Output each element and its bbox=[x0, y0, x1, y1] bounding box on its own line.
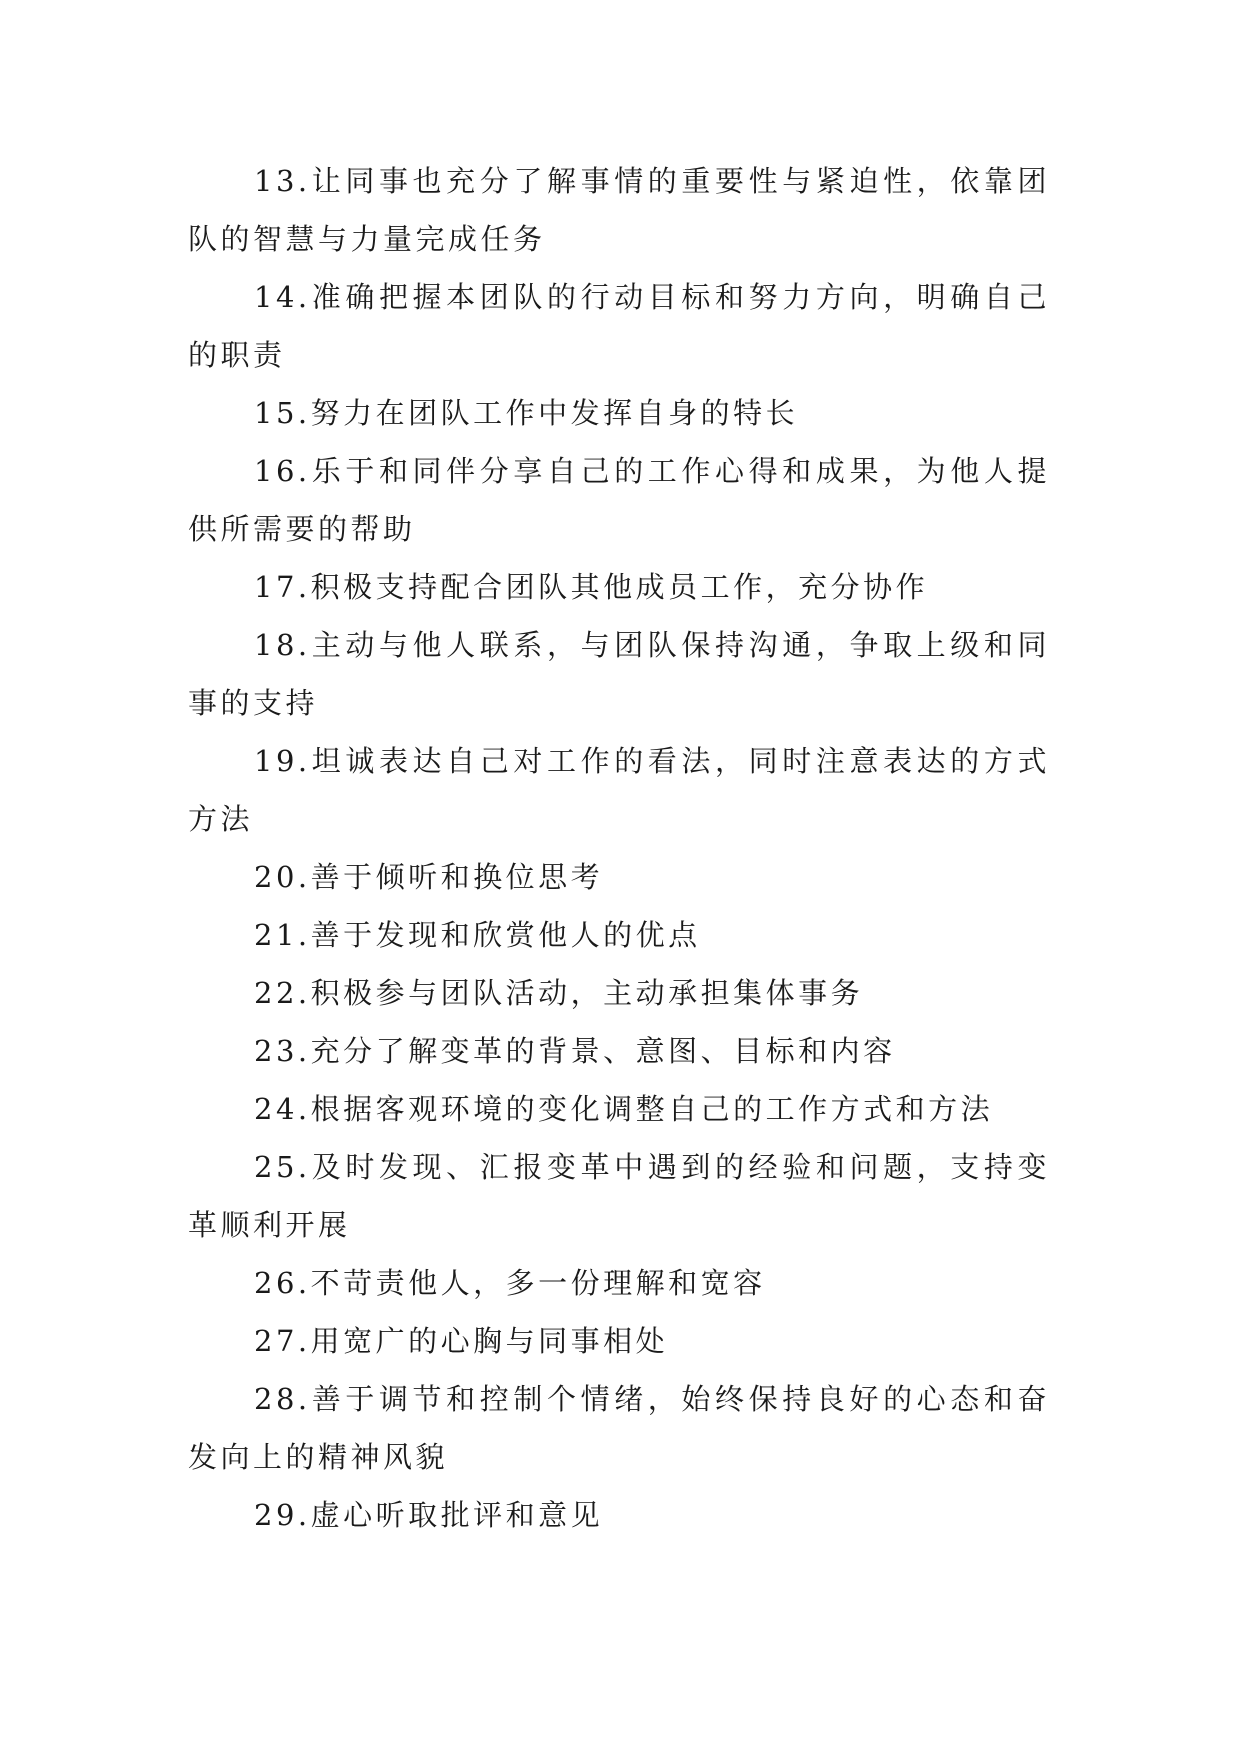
list-item: 15.努力在团队工作中发挥自身的特长 bbox=[254, 396, 799, 430]
list-item: 27.用宽广的心胸与同事相处 bbox=[254, 1324, 669, 1358]
list-item: 22.积极参与团队活动，主动承担集体事务 bbox=[254, 976, 864, 1010]
list-item: 24.根据客观环境的变化调整自己的工作方式和方法 bbox=[254, 1092, 994, 1126]
list-item: 14.准确把握本团队的行动目标和努力方向，明确自己的职责 bbox=[188, 280, 1050, 372]
list-item: 25.及时发现、汇报变革中遇到的经验和问题，支持变革顺利开展 bbox=[188, 1150, 1050, 1242]
list-item: 23.充分了解变革的背景、意图、目标和内容 bbox=[254, 1034, 896, 1068]
list-item: 21.善于发现和欣赏他人的优点 bbox=[254, 918, 701, 952]
list-item: 20.善于倾听和换位思考 bbox=[254, 860, 604, 894]
list-item: 26.不苛责他人，多一份理解和宽容 bbox=[254, 1266, 766, 1300]
list-item: 13.让同事也充分了解事情的重要性与紧迫性，依靠团队的智慧与力量完成任务 bbox=[188, 164, 1050, 256]
list-item: 19.坦诚表达自己对工作的看法，同时注意表达的方式方法 bbox=[188, 744, 1050, 836]
document-page bbox=[188, 152, 1050, 1544]
list-item: 29.虚心听取批评和意见 bbox=[254, 1498, 604, 1532]
list-item: 16.乐于和同伴分享自己的工作心得和成果，为他人提供所需要的帮助 bbox=[188, 454, 1050, 546]
list-item: 17.积极支持配合团队其他成员工作，充分协作 bbox=[254, 570, 929, 604]
list-item: 28.善于调节和控制个情绪，始终保持良好的心态和奋发向上的精神风貌 bbox=[188, 1382, 1050, 1474]
list-item: 18.主动与他人联系，与团队保持沟通，争取上级和同事的支持 bbox=[188, 628, 1050, 720]
